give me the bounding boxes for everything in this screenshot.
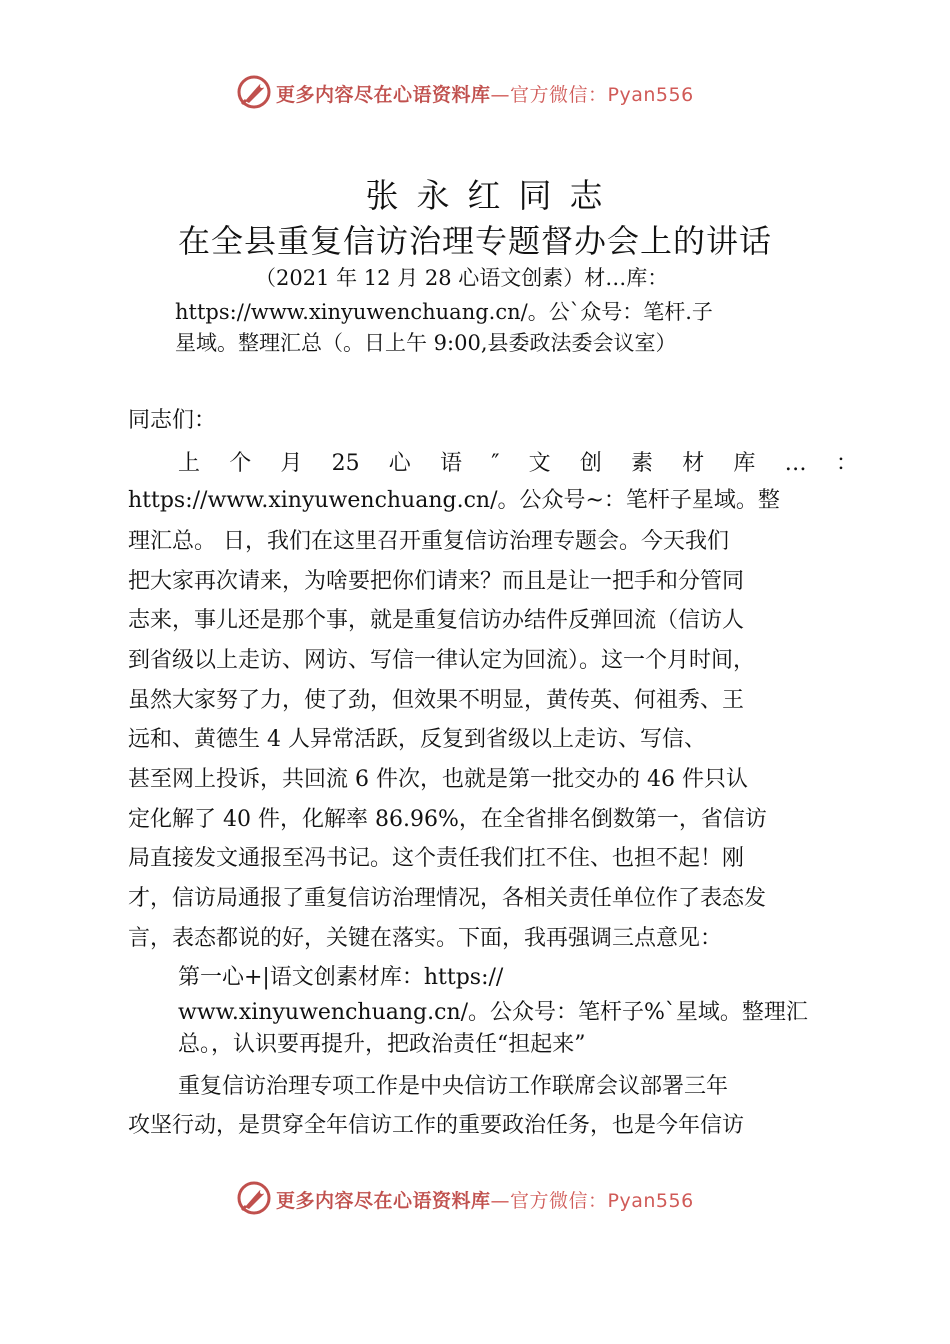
- first-line-cell: 25: [331, 451, 360, 476]
- first-line-cell: 月: [280, 451, 303, 476]
- fountain-pen-logo-icon: [236, 74, 272, 110]
- meta-line-3: 星域。整理汇总（。日上午 9:00,县委政法委会议室）: [175, 331, 677, 355]
- footer-banner: [0, 1180, 950, 1220]
- body-line: 志来，事儿还是那个事，就是重复信访办结件反弹回流（信访人: [128, 608, 745, 633]
- first-line-cell: 素: [631, 451, 654, 476]
- first-line-cell: 文: [528, 451, 551, 476]
- fountain-pen-logo-icon: [236, 1180, 272, 1216]
- section-heading-line: www.xinyuwenchuang.cn/。公众号：笔杆子%`星域。整理汇: [178, 1000, 808, 1025]
- banner-text: [276, 1186, 694, 1213]
- body-line: 理汇总。 日，我们在这里召开重复信访治理专题会。今天我们: [128, 529, 729, 554]
- first-line-cell: 材: [682, 451, 705, 476]
- body-line: 虽然大家努了力，使了劲，但效果不明显，黄传英、何祖秀、王: [128, 688, 745, 713]
- section-heading-line: 总。，认识要再提升，把政治责任“担起来”: [178, 1032, 586, 1057]
- first-line-cell: 语: [440, 451, 463, 476]
- first-line-cell: ：: [835, 451, 858, 476]
- salutation: 同志们：: [128, 408, 217, 433]
- first-line-cell: 个: [229, 451, 252, 476]
- banner-suffix: —官方微信：Pyan556: [490, 84, 694, 106]
- body-line: 到省级以上走访、网访、写信一律认定为回流）。这一个月时间，: [128, 648, 756, 673]
- banner-prefix: 更多内容尽在心语资料库: [276, 1190, 491, 1212]
- first-paragraph-first-line: [178, 447, 858, 481]
- first-line-cell: 创: [579, 451, 602, 476]
- meta-line-2: https://www.xinyuwenchuang.cn/。公`众号：笔杆.子: [175, 300, 713, 324]
- body-line: 局直接发文通报至冯书记。这个责任我们扛不住、也担不起！刚: [128, 846, 745, 871]
- body-line: 言，表态都说的好，关键在落实。下面，我再强调三点意见：: [128, 926, 723, 951]
- body-line: https://www.xinyuwenchuang.cn/。公众号~：笔杆子星域。整: [128, 488, 780, 513]
- section-heading-line: 第一心+|语文创素材库：https://: [178, 965, 504, 990]
- header-banner: [0, 74, 950, 114]
- paragraph-line: 攻坚行动，是贯穿全年信访工作的重要政治任务，也是今年信访: [128, 1113, 745, 1138]
- body-line: 定化解了 40 件，化解率 86.96%，在全省排名倒数第一，省信访: [128, 807, 767, 832]
- body-line: 把大家再次请来，为啥要把你们请来？而且是让一把手和分管同: [128, 569, 745, 594]
- paragraph-line: 重复信访治理专项工作是中央信访工作联席会议部署三年: [178, 1074, 729, 1099]
- meta-line-1: （2021 年 12 月 28 心语文创素）材…库：: [255, 266, 669, 290]
- body-line: 才，信访局通报了重复信访治理情况，各相关责任单位作了表态发: [128, 886, 767, 911]
- speaker-title: 张永红同志: [365, 176, 621, 215]
- first-line-cell: 上: [178, 451, 201, 476]
- first-line-cell: …: [784, 451, 807, 476]
- body-line: 远和、黄德生 4 人异常活跃，反复到省级以上走访、写信、: [128, 727, 706, 752]
- first-line-cell: 库: [733, 451, 756, 476]
- banner-text: [276, 80, 694, 107]
- banner-suffix: —官方微信：Pyan556: [490, 1190, 694, 1212]
- body-line: 甚至网上投诉，共回流 6 件次，也就是第一批交办的 46 件只认: [128, 767, 748, 792]
- banner-prefix: 更多内容尽在心语资料库: [276, 84, 491, 106]
- speech-title: 在全县重复信访治理专题督办会上的讲话: [177, 222, 772, 260]
- first-line-cell: 心: [388, 451, 411, 476]
- first-line-cell: ″: [491, 451, 500, 476]
